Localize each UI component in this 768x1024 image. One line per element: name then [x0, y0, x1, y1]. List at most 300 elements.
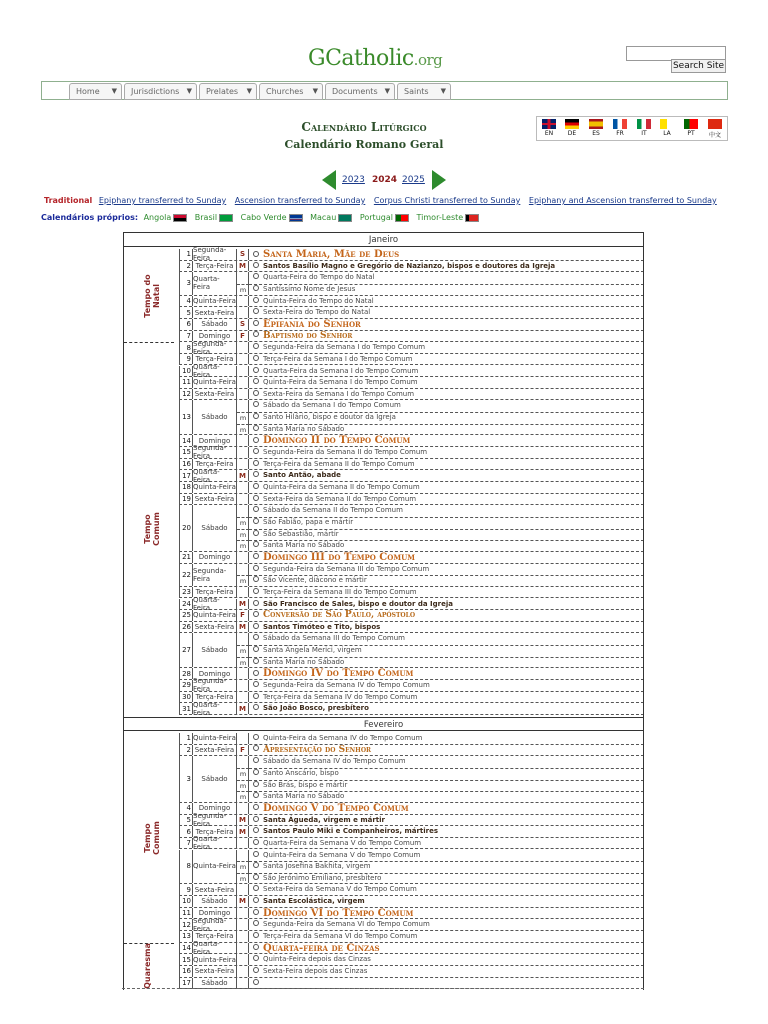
- celebration-title: Santos Timóteo e Tito, bispos: [263, 622, 381, 631]
- weekday: Quinta-Feira: [192, 850, 236, 884]
- celebration-title: Quinta-Feira da Semana II do Tempo Comum: [263, 483, 420, 491]
- year-prev-link[interactable]: 2023: [342, 175, 365, 185]
- celebration-link[interactable]: [253, 873, 644, 885]
- celebration-title: Santos Basílio Magno e Gregório de Nazianzo, bispos e doutores da Igreja: [263, 261, 556, 270]
- circle-icon: [253, 425, 259, 431]
- celebration-link[interactable]: [253, 703, 644, 715]
- weekday: Quarta-Feira: [192, 470, 236, 481]
- chevron-down-icon: ▼: [186, 87, 192, 95]
- celebration-link[interactable]: [253, 815, 644, 827]
- weekday: Terça-Feira: [192, 587, 236, 598]
- celebration-link[interactable]: [253, 272, 644, 284]
- celebration-link[interactable]: [253, 908, 644, 920]
- circle-icon: [253, 308, 259, 314]
- variant-link[interactable]: Corpus Christi transferred to Sunday: [373, 196, 521, 205]
- nav-label: Saints: [404, 87, 429, 96]
- day-number: 15: [179, 447, 192, 458]
- circle-icon: [253, 745, 259, 751]
- day-row: [179, 692, 644, 704]
- celebrations-cell: [248, 703, 644, 714]
- celebrations-cell: [248, 377, 644, 388]
- lang-es[interactable]: [586, 119, 606, 139]
- celebration-link[interactable]: [253, 354, 644, 366]
- rank-badge: M: [236, 470, 248, 481]
- celebration-title: São Vicente, diácono e mártir: [263, 576, 367, 585]
- day-number: 2: [179, 745, 192, 756]
- day-number: 14: [179, 435, 192, 446]
- celebration-title: São João Bosco, presbítero: [263, 704, 369, 713]
- variant-link[interactable]: Ascension transferred to Sunday: [234, 196, 366, 205]
- day-number: 27: [179, 633, 192, 667]
- circle-icon: [253, 367, 259, 373]
- celebration-link[interactable]: [253, 919, 644, 931]
- day-row: [179, 261, 644, 273]
- celebration-link[interactable]: [253, 412, 644, 424]
- celebration-title: São Fabião, papa e mártir: [263, 517, 354, 526]
- celebration-link[interactable]: [253, 610, 644, 622]
- day-row: [179, 587, 644, 599]
- brazil-flag-icon: [219, 214, 233, 222]
- rank-badge: [236, 668, 248, 679]
- day-number: 13: [179, 931, 192, 942]
- rank-badge: [236, 884, 248, 895]
- lang-it[interactable]: [634, 119, 654, 139]
- local-link-timor-leste[interactable]: Timor-Leste: [416, 213, 464, 222]
- germany-flag-icon: [565, 119, 579, 129]
- day-row: [179, 246, 644, 263]
- nav-churches[interactable]: [259, 83, 323, 100]
- celebration-link[interactable]: [253, 307, 644, 319]
- lang-pt[interactable]: [681, 119, 701, 139]
- celebration-link[interactable]: [253, 377, 644, 389]
- weekday: Quarta-Feira: [192, 366, 236, 377]
- weekday: Sexta-Feira: [192, 494, 236, 505]
- circle-icon: [253, 541, 259, 547]
- lang-label: DE: [567, 130, 577, 137]
- weekday: Sexta-Feira: [192, 389, 236, 400]
- weekday: Quarta-Feira: [192, 272, 236, 294]
- celebration-link[interactable]: [253, 342, 644, 354]
- celebration-link[interactable]: [253, 261, 644, 273]
- circle-icon: [253, 331, 259, 337]
- celebration-link[interactable]: [253, 249, 644, 261]
- circle-icon: [253, 658, 259, 664]
- celebration-title: Quinta-Feira da Semana IV do Tempo Comum: [263, 734, 423, 742]
- lang-de[interactable]: [562, 119, 582, 139]
- day-row: [179, 505, 644, 552]
- celebrations-cell: [239, 272, 644, 294]
- celebrations-cell: [248, 622, 644, 633]
- optional-memorial-badge: m: [237, 645, 249, 657]
- celebration-link[interactable]: [253, 633, 644, 645]
- celebration-link[interactable]: [253, 861, 644, 873]
- celebration-title: Conversão de São Paulo, apóstolo: [263, 610, 416, 621]
- optional-memorial-badge: m: [237, 284, 249, 296]
- local-link-macau[interactable]: Macau: [310, 213, 337, 222]
- celebration-title: Segunda-Feira da Semana IV do Tempo Comum: [263, 681, 430, 690]
- nav-prelates[interactable]: [199, 83, 257, 100]
- arrow-right-icon[interactable]: [432, 170, 446, 190]
- season-label: Tempo do Natal: [143, 273, 161, 318]
- day-number: 11: [179, 377, 192, 388]
- celebration-link[interactable]: [253, 587, 644, 599]
- celebrations-cell: [248, 261, 644, 272]
- celebrations-cell: [248, 692, 644, 703]
- nav-home[interactable]: [69, 83, 122, 100]
- celebration-link[interactable]: [253, 756, 644, 768]
- day-number: 21: [179, 552, 192, 563]
- celebration-title: Quinta-Feira depois das Cinzas: [263, 955, 371, 964]
- celebration-link[interactable]: [253, 564, 644, 576]
- celebration-link[interactable]: [253, 435, 644, 447]
- rank-badge: [236, 838, 248, 849]
- day-number: 1: [179, 249, 192, 260]
- day-number: 30: [179, 692, 192, 703]
- timor-leste-flag-icon: [465, 214, 479, 222]
- circle-icon: [253, 378, 259, 384]
- weekday: Quinta-Feira: [193, 734, 236, 743]
- day-number: 24: [179, 599, 192, 610]
- celebration-link[interactable]: [253, 733, 644, 745]
- circle-icon: [253, 646, 259, 652]
- day-row: [179, 564, 644, 587]
- day-row: [179, 803, 644, 815]
- day-row: [179, 884, 644, 896]
- chevron-down-icon: ▼: [312, 87, 318, 95]
- celebration-title: Domingo VI do Tempo Comum: [263, 907, 414, 919]
- rank-badge: [236, 447, 248, 458]
- weekday: Domingo: [192, 552, 236, 563]
- nav-saints[interactable]: [397, 83, 451, 100]
- chevron-down-icon: ▼: [440, 87, 446, 95]
- celebration-link[interactable]: [253, 389, 644, 401]
- celebrations-cell: [248, 610, 644, 621]
- celebration-title: Santa Águeda, virgem e mártir: [263, 815, 386, 824]
- celebration-link[interactable]: [253, 505, 644, 517]
- weekday: Segunda-Feira: [192, 680, 236, 691]
- celebration-link[interactable]: [253, 850, 644, 862]
- circle-icon: [253, 530, 259, 536]
- celebration-link[interactable]: [253, 780, 644, 792]
- language-selector: [536, 116, 728, 141]
- local-link-portugal[interactable]: Portugal: [359, 213, 393, 222]
- day-number: 11: [179, 908, 192, 919]
- day-row: [179, 377, 644, 389]
- portugal-flag-icon: [684, 119, 698, 129]
- vatican-flag-icon: [660, 119, 674, 129]
- optional-memorial-badge: m: [237, 768, 249, 780]
- celebration-link[interactable]: [253, 284, 644, 296]
- nav-label: Prelates: [206, 87, 239, 96]
- day-row: [179, 494, 644, 506]
- celebration-title: Sexta-Feira do Tempo do Natal: [263, 308, 371, 317]
- circle-icon: [253, 757, 259, 763]
- macau-flag-icon: [338, 214, 352, 222]
- optional-memorial-badge: m: [237, 529, 249, 541]
- celebration-link[interactable]: [253, 745, 644, 757]
- celebration-link[interactable]: [253, 599, 644, 611]
- celebration-title: Epifania do Senhor: [263, 318, 361, 330]
- rank-badge: M: [236, 261, 248, 272]
- celebration-link[interactable]: [253, 645, 644, 657]
- circle-icon: [253, 448, 259, 454]
- celebration-link[interactable]: [253, 400, 644, 412]
- circle-icon: [253, 495, 259, 501]
- local-link-cabo-verde[interactable]: Cabo Verde: [240, 213, 287, 222]
- celebrations-cell: [248, 966, 644, 977]
- celebration-link[interactable]: [253, 447, 644, 459]
- celebration-title: Santíssimo Nome de Jesus: [263, 284, 356, 293]
- celebration-link[interactable]: [253, 459, 644, 471]
- celebration-link[interactable]: [253, 668, 644, 680]
- celebration-link[interactable]: [253, 838, 644, 850]
- celebration-title: Quarta-feira de Cinzas: [263, 942, 380, 954]
- optional-memorial-badge: m: [237, 540, 249, 552]
- day-number: 15: [179, 954, 192, 965]
- celebration-title: Sábado da Semana III do Tempo Comum: [263, 634, 405, 643]
- celebration-title: São Francisco de Sales, bispo e doutor da Igreja: [263, 599, 453, 608]
- celebration-link[interactable]: [253, 366, 644, 378]
- circle-icon: [253, 816, 259, 822]
- weekday: Sábado: [192, 978, 236, 989]
- celebration-title: Sexta-Feira da Semana V do Tempo Comum: [263, 885, 417, 894]
- nav-label: Jurisdictions: [131, 87, 180, 96]
- celebration-link[interactable]: [253, 529, 644, 541]
- year-next-link[interactable]: 2025: [402, 175, 425, 185]
- celebration-link[interactable]: [253, 331, 644, 343]
- celebration-link[interactable]: [253, 791, 644, 803]
- circle-icon: [253, 611, 259, 617]
- celebration-link[interactable]: [253, 943, 644, 955]
- circle-icon: [253, 827, 259, 833]
- celebrations-cell: [248, 494, 644, 505]
- rank-badge: [236, 435, 248, 446]
- celebrations-cell: [248, 919, 644, 930]
- variant-link[interactable]: Epiphany and Ascension transferred to Sunday: [528, 196, 717, 205]
- celebration-link[interactable]: [253, 692, 644, 704]
- arrow-left-icon[interactable]: [322, 170, 336, 190]
- site-logo[interactable]: [308, 46, 442, 71]
- celebrations-cell: [248, 908, 644, 919]
- weekday: Segunda-Feira: [192, 342, 236, 353]
- celebration-link[interactable]: [253, 680, 644, 692]
- day-row: [179, 677, 644, 694]
- day-row: [179, 633, 644, 668]
- celebration-link[interactable]: [253, 482, 644, 494]
- celebrations-cell: [239, 564, 644, 586]
- celebration-link[interactable]: [253, 657, 644, 669]
- celebration-link[interactable]: [253, 896, 644, 908]
- celebrations-cell: [248, 307, 644, 318]
- celebrations-cell: [248, 342, 644, 353]
- celebration-title: Terça-Feira da Semana VI do Tempo Comum: [263, 932, 418, 941]
- celebration-title: Sexta-Feira da Semana I do Tempo Comum: [263, 389, 415, 398]
- rank-badge: [236, 943, 248, 954]
- celebration-title: São Brás, bispo e mártir: [263, 780, 348, 789]
- month-header: Janeiro: [124, 233, 643, 247]
- page-title: Calendário Litúrgico: [301, 120, 427, 134]
- lang-label: LA: [663, 130, 671, 137]
- day-row: [179, 339, 644, 356]
- celebration-title: Sábado da Semana I do Tempo Comum: [263, 401, 401, 410]
- celebration-title: Santa Maria no Sábado: [263, 792, 345, 801]
- celebrations-cell: [248, 331, 644, 342]
- celebrations-cell: [248, 366, 644, 377]
- weekday: Quarta-Feira: [192, 703, 236, 714]
- celebration-title: Sábado da Semana IV do Tempo Comum: [263, 757, 406, 766]
- local-link-brasil[interactable]: Brasil: [194, 213, 218, 222]
- celebration-link[interactable]: [253, 826, 644, 838]
- optional-memorial-badge: m: [237, 873, 249, 885]
- day-number: 22: [179, 564, 192, 586]
- celebration-link[interactable]: [253, 319, 644, 331]
- table-cutoff: [122, 988, 644, 989]
- circle-icon: [253, 297, 259, 303]
- rank-badge: [236, 482, 248, 493]
- day-row: [179, 908, 644, 920]
- celebration-link[interactable]: [253, 517, 644, 529]
- circle-icon: [253, 955, 259, 961]
- celebrations-cell: [248, 447, 644, 458]
- circle-icon: [253, 251, 259, 257]
- rank-badge: [236, 978, 248, 989]
- chevron-down-icon: ▼: [384, 87, 390, 95]
- celebration-title: Domingo III do Tempo Comum: [263, 551, 415, 563]
- nav-jurisdictions[interactable]: [124, 83, 197, 100]
- weekday: Domingo: [192, 435, 236, 446]
- weekday: Terça-Feira: [192, 354, 236, 365]
- celebration-title: Segunda-Feira da Semana III do Tempo Comum: [263, 564, 430, 573]
- celebration-title: Quarta-Feira da Semana V do Tempo Comum: [263, 838, 422, 847]
- circle-icon: [253, 588, 259, 594]
- celebrations-cell: [239, 850, 644, 884]
- circle-icon: [253, 483, 259, 489]
- celebration-link[interactable]: [253, 540, 644, 552]
- circle-icon: [253, 262, 259, 268]
- circle-icon: [253, 355, 259, 361]
- spain-flag-icon: [589, 119, 603, 129]
- celebrations-cell: [248, 931, 644, 942]
- rank-badge: M: [236, 815, 248, 826]
- traditional-label[interactable]: Traditional: [44, 196, 93, 205]
- celebration-title: Baptismo do Senhor: [263, 330, 353, 341]
- celebrations-cell: [248, 838, 644, 849]
- optional-memorial-badge: m: [237, 412, 249, 424]
- weekday: Segunda-Feira: [192, 447, 236, 458]
- local-link-angola[interactable]: Angola: [143, 213, 172, 222]
- celebration-link[interactable]: [253, 296, 644, 308]
- celebration-link[interactable]: [253, 931, 644, 943]
- day-number: 28: [179, 668, 192, 679]
- celebration-link[interactable]: [253, 954, 644, 966]
- circle-icon: [253, 851, 259, 857]
- year-navigation: [322, 170, 446, 190]
- celebration-title: Apresentação do Senhor: [263, 744, 372, 755]
- weekday: Quarta-Feira: [192, 838, 236, 849]
- celebrations-cell: [248, 826, 644, 837]
- celebration-link[interactable]: [253, 622, 644, 634]
- rank-badge: [236, 803, 248, 814]
- celebrations-cell: [248, 733, 644, 744]
- lang-en[interactable]: [539, 119, 559, 139]
- weekday: Sexta-Feira: [192, 745, 236, 756]
- circle-icon: [253, 769, 259, 775]
- circle-icon: [253, 885, 259, 891]
- weekday: Quinta-Feira: [193, 378, 236, 387]
- search-button[interactable]: Search Site: [672, 61, 725, 71]
- celebration-link[interactable]: [253, 884, 644, 896]
- circle-icon: [253, 979, 259, 985]
- celebration-title: Sexta-Feira da Semana II do Tempo Comum: [263, 494, 417, 503]
- day-number: 6: [179, 826, 192, 837]
- celebration-link[interactable]: [253, 575, 644, 587]
- celebration-link[interactable]: [253, 768, 644, 780]
- day-row: [179, 700, 644, 717]
- day-row: [179, 389, 644, 401]
- day-row: [179, 850, 644, 885]
- variant-link[interactable]: Epiphany transferred to Sunday: [98, 196, 227, 205]
- local-calendars-label: Calendários próprios:: [41, 213, 139, 222]
- celebration-title: Quarta-Feira do Tempo do Natal: [263, 273, 375, 282]
- lang-zh[interactable]: [705, 119, 725, 139]
- celebration-link[interactable]: [253, 552, 644, 564]
- circle-icon: [253, 944, 259, 950]
- celebration-title: Santo Anscário, bispo: [263, 768, 339, 777]
- rank-badge: [236, 733, 248, 744]
- day-row: [179, 668, 644, 680]
- celebration-link[interactable]: [253, 803, 644, 815]
- celebration-title: Santa Josefina Bakhita, virgem: [263, 862, 371, 871]
- day-number: 17: [179, 978, 192, 989]
- celebration-title: Santos Paulo Miki e Companheiros, mártires: [263, 827, 439, 836]
- celebration-title: Sábado da Semana II do Tempo Comum: [263, 506, 403, 515]
- lang-label: PT: [687, 130, 695, 137]
- day-number: 6: [179, 319, 192, 330]
- weekday: Quinta-Feira: [193, 955, 236, 964]
- lang-fr[interactable]: [610, 119, 630, 139]
- season-label: Tempo Comum: [143, 820, 161, 855]
- rank-badge: M: [236, 896, 248, 907]
- celebrations-cell: [248, 954, 644, 965]
- circle-icon: [253, 565, 259, 571]
- celebration-link[interactable]: [253, 494, 644, 506]
- celebration-title: Santa Escolástica, virgem: [263, 897, 365, 906]
- lang-label: IT: [641, 130, 647, 137]
- celebration-link[interactable]: [253, 470, 644, 482]
- cape-verde-flag-icon: [289, 214, 303, 222]
- logo-text: GCatholic: [308, 46, 414, 71]
- circle-icon: [253, 839, 259, 845]
- celebrations-cell: [248, 943, 644, 954]
- celebration-title: Santo Antão, abade: [263, 471, 341, 480]
- rank-badge: [236, 354, 248, 365]
- day-number: 12: [179, 919, 192, 930]
- celebration-link[interactable]: [253, 424, 644, 436]
- circle-icon: [253, 634, 259, 640]
- page-subtitle: Calendário Romano Geral: [284, 138, 444, 151]
- celebration-link[interactable]: [253, 966, 644, 978]
- celebration-title: Santa Ângela Merici, virgem: [263, 646, 362, 655]
- rank-badge: [236, 296, 248, 307]
- season-label: Tempo Comum: [143, 511, 161, 546]
- celebrations-cell: [248, 249, 644, 260]
- day-number: 4: [179, 803, 192, 814]
- lang-la[interactable]: [657, 119, 677, 139]
- celebration-title: Segunda-Feira da Semana VI do Tempo Comum: [263, 920, 430, 929]
- lang-label: EN: [544, 130, 554, 137]
- nav-documents[interactable]: [325, 83, 395, 100]
- day-number: 8: [179, 342, 192, 353]
